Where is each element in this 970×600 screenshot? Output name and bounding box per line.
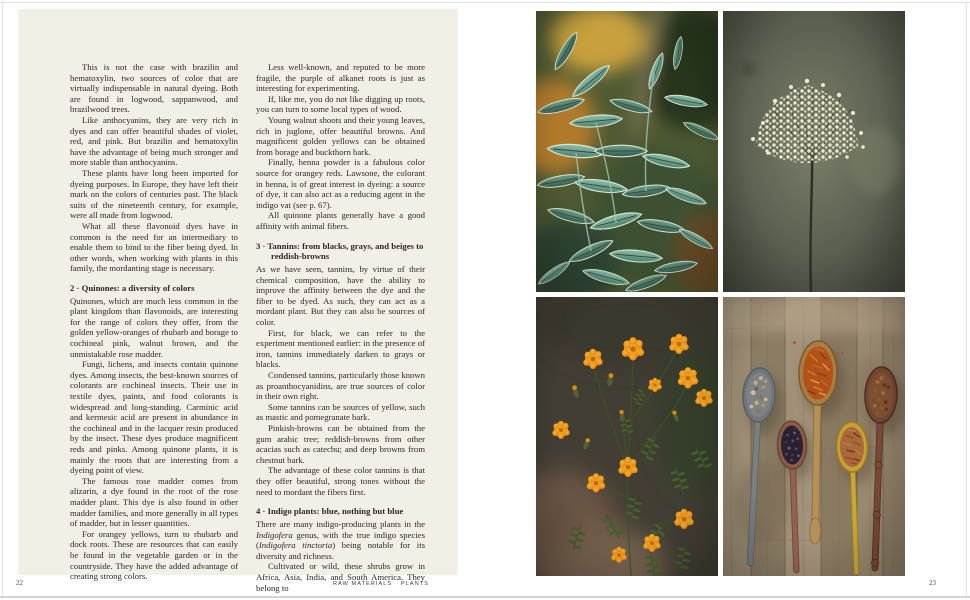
- paragraph: Like anthocyanins, they are very rich in dyes and can offer beautiful shades of violet, red, and pink. But brazilin and hematoxylin have the advantage of being much stronger and more stable than anthocyanins.: [70, 114, 238, 168]
- paragraph: All quinone plants generally have a good affinity with animal fibers.: [256, 210, 425, 231]
- scan-edge-right: [966, 2, 967, 596]
- scan-edge-top: [0, 2, 970, 3]
- paragraph: Cultivated or wild, these shrubs grow in Africa, Asia, India, and South America. They belong to: [256, 561, 425, 593]
- paragraph: Some tannins can be sources of yellow, such as mastic and pomegranate bark.: [256, 401, 425, 423]
- heading-indigo: 4 · Indigo plants: blue, nothing but blue: [256, 506, 404, 517]
- photo-wild-carrot: [723, 11, 905, 292]
- paragraph: For orangey yellows, turn to rhubarb and dock roots. These are resources that can easily be found in the vegetable garden or in the countryside. They have the added advantage of creating strong colors.: [70, 528, 238, 582]
- paragraph: Fungi, lichens, and insects contain quinone dyes. Among insects, the best-known sources of colorants are cochineal insects. Their use in textile dyes, paints, and food colorants is widespread and long-standing. Carminic acid and kermesic acid are present in abundance in the cochineal and in the lacquer resin produced by the insect. These dyes produce magnificent reds and pinks. Among quinone plants, it is mainly the roots that are interesting from a dyeing point of view.: [70, 359, 238, 476]
- paragraph: This is not the case with brazilin and hematoxylin, two sources of color that are virtually indispensable in natural dyeing. Both are found in logwood, sappanwood, and brazilwood trees.: [70, 62, 238, 115]
- paragraph: Less well-known, and reputed to be more fragile, the purple of alkanet roots is just as interesting for experimenting.: [256, 62, 425, 94]
- photo-sage-foliage: [536, 11, 718, 292]
- wild-carrot-illustration: [723, 11, 905, 292]
- heading-quinones: 2 · Quinones: a diversity of colors: [70, 282, 195, 293]
- photo-marigolds: [536, 297, 718, 576]
- paragraph: Condensed tannins, particularly those known as proanthocyanidins, are true sources of color in their own right.: [256, 370, 425, 402]
- running-footer-subsection: PLANTS: [401, 581, 429, 587]
- paragraph: Young walnut shoots and their young leaves, rich in juglone, offer beautiful browns. And magnificent golden yellows can be obtained from borage and buckthorn bark.: [256, 114, 425, 157]
- text-column-1: [70, 62, 238, 582]
- photo-dye-spoons: [723, 297, 905, 576]
- paragraph: What all these flavonoid dyes have in common is the need for an intermediary to enable them to bind to the fiber being dyed. In other words, when working with plants in this family, the mordanting stage is necessary.: [70, 220, 238, 274]
- paragraph: The famous rose madder comes from alizarin, a dye found in the root of the rose madder plant. This dye is also found in other madder families, and more generally in all types of madder, but in lesser quantities.: [70, 475, 238, 529]
- paragraph: First, for black, we can refer to the experiment mentioned earlier: in the presence of iron, tannins immediately darken to grays or blacks.: [256, 327, 425, 370]
- sage-foliage-illustration: [536, 11, 718, 292]
- page-number-right: 23: [929, 579, 936, 587]
- text-column-2: [256, 62, 425, 593]
- paragraph: As we have seen, tannins, by virtue of their chemical composition, have the ability to improve the affinity between the dye and the fiber to be dyed. As such, they can act as a mordant plant. But they can also be sources of color.: [256, 264, 425, 328]
- paragraph: Finally, henna powder is a fabulous color source for orangey reds. Lawsone, the colorant in henna, is of great interest in dyeing: a source of dye, it can also act as a reducing agent in the indigo vat (see p. 67).: [256, 157, 425, 210]
- page-number-left: 22: [16, 579, 23, 587]
- paragraph: Pinkish-browns can be obtained from the gum arabic tree; reddish-browns from other acacias such as catechu; and deep browns from chestnut bark.: [256, 423, 425, 465]
- paragraph-indigo: There are many indigo-producing plants in the Indigofera genus, with the true indigo species (Indigofera tinctoria) being notable for its diversity and richness.: [256, 518, 425, 561]
- paragraph: These plants have long been imported for dyeing purposes. In Europe, they have left their mark on the colors of centuries past. The black suits of the nineteenth century, for example, were all made from logwood.: [70, 167, 238, 221]
- paragraph: Quinones, which are much less common in the plant kingdom than flavonoids, are interesting for the range of colors they offer, from the golden yellow-oranges of rhubarb and borage to cochineal pink, walnut brown, and the unmistakable rose madder.: [70, 295, 238, 359]
- paragraph: If, like me, you do not like digging up roots, you can turn to some local types of wood.: [256, 93, 425, 115]
- running-footer-section: RAW MATERIALS: [333, 581, 393, 587]
- dye-spoons-illustration: [723, 297, 905, 576]
- scan-edge-bottom: [0, 596, 970, 598]
- marigold-illustration: [536, 297, 718, 576]
- heading-tannins: 3 · Tannins: from blacks, grays, and beiges to reddish-browns: [256, 240, 424, 262]
- paragraph: The advantage of these color tannins is that they offer beautiful, strong tones without the need to mordant the fibers first.: [256, 465, 425, 497]
- scan-edge-left: [2, 2, 3, 596]
